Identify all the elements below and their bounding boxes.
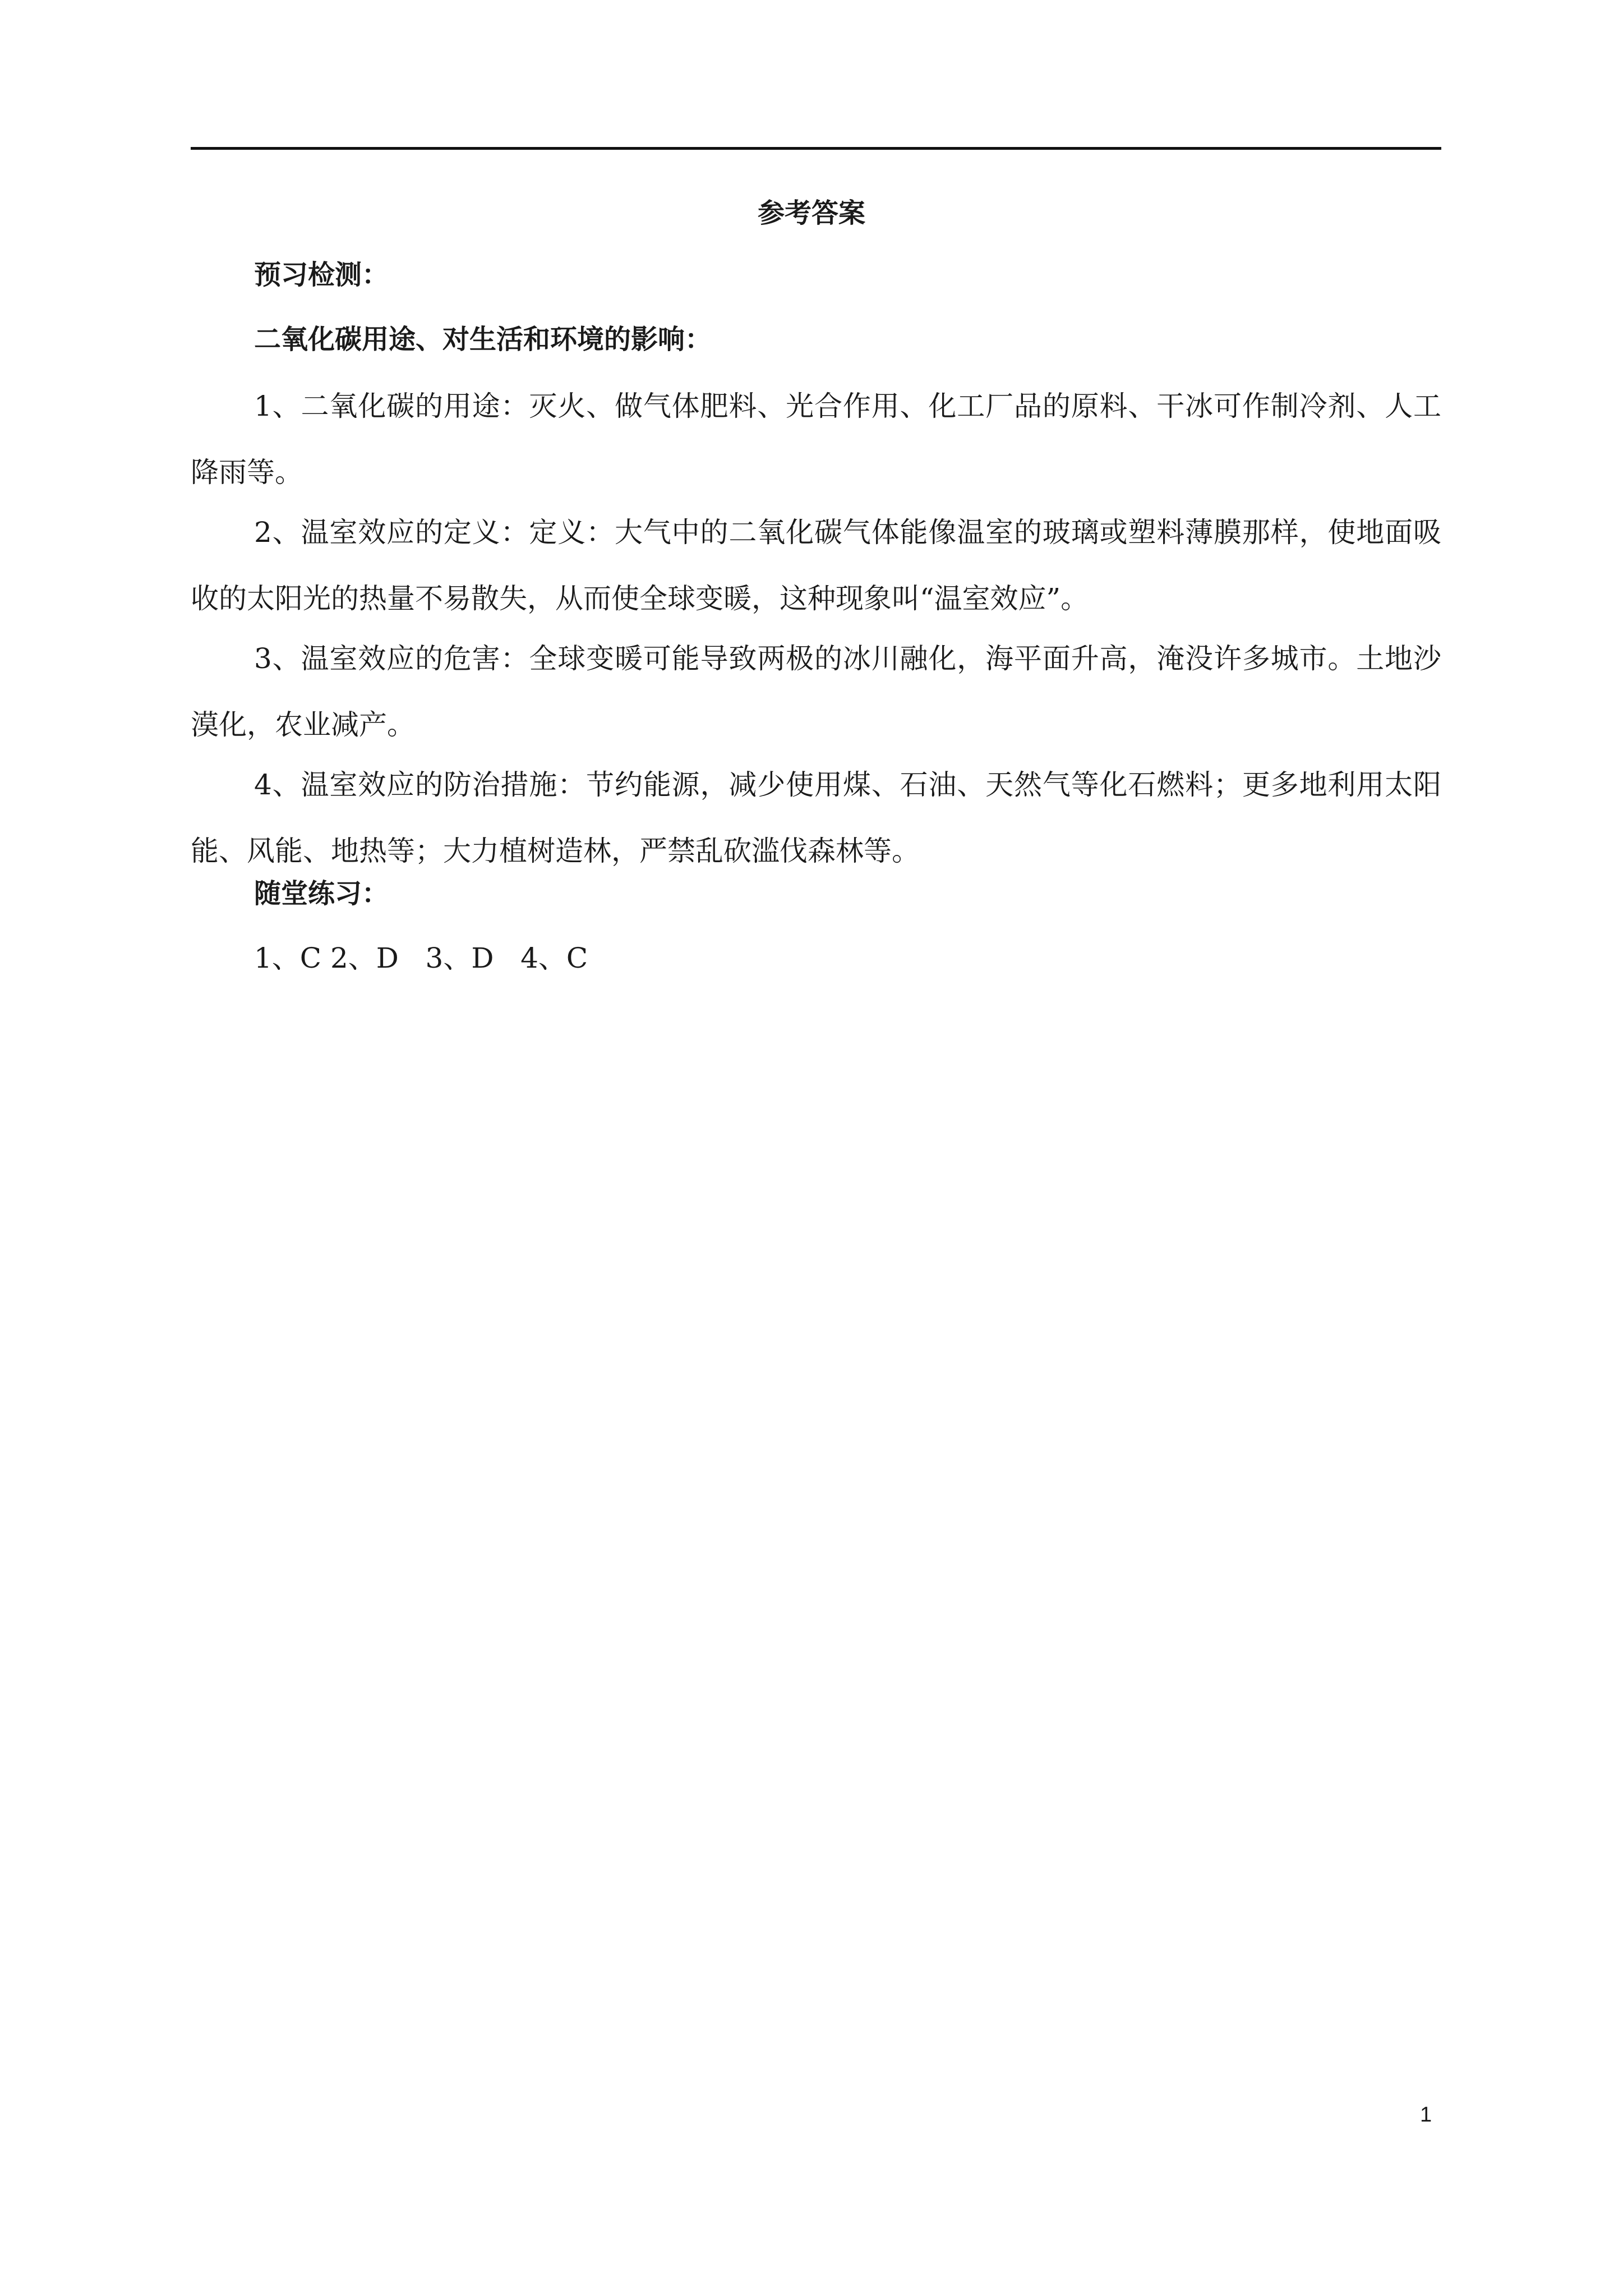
page-number: 1 bbox=[1420, 2103, 1432, 2127]
paragraph-greenhouse-harm: 3、温室效应的危害：全球变暖可能导致两极的冰川融化，海平面升高，淹没许多城市。土地沙漠化，农业减产。 bbox=[191, 642, 1441, 741]
header-rule bbox=[191, 147, 1441, 150]
paragraph-co2-uses: 1、二氧化碳的用途：灭火、做气体肥料、光合作用、化工厂品的原料、干冰可作制冷剂、人工降雨等。 bbox=[191, 390, 1441, 489]
section-heading-co2-uses: 二氧化碳用途、对生活和环境的影响： bbox=[254, 324, 712, 355]
section-heading-preview-check: 预习检测： bbox=[254, 259, 389, 291]
practice-answers: 1、C 2、D 3、D 4、C bbox=[254, 942, 588, 974]
paragraph-greenhouse-prevention: 4、温室效应的防治措施：节约能源，减少使用煤、石油、天然气等化石燃料；更多地利用太阳能、风能、地热等；大力植树造林，严禁乱砍滥伐森林等。 bbox=[191, 769, 1441, 867]
paragraph-greenhouse-definition: 2、温室效应的定义：定义：大气中的二氧化碳气体能像温室的玻璃或塑料薄膜那样，使地面吸收的太阳光的热量不易散失，从而使全球变暖，这种现象叫“温室效应”。 bbox=[191, 516, 1441, 615]
page-title: 参考答案 bbox=[757, 197, 865, 229]
section-heading-practice: 随堂练习： bbox=[254, 878, 389, 909]
